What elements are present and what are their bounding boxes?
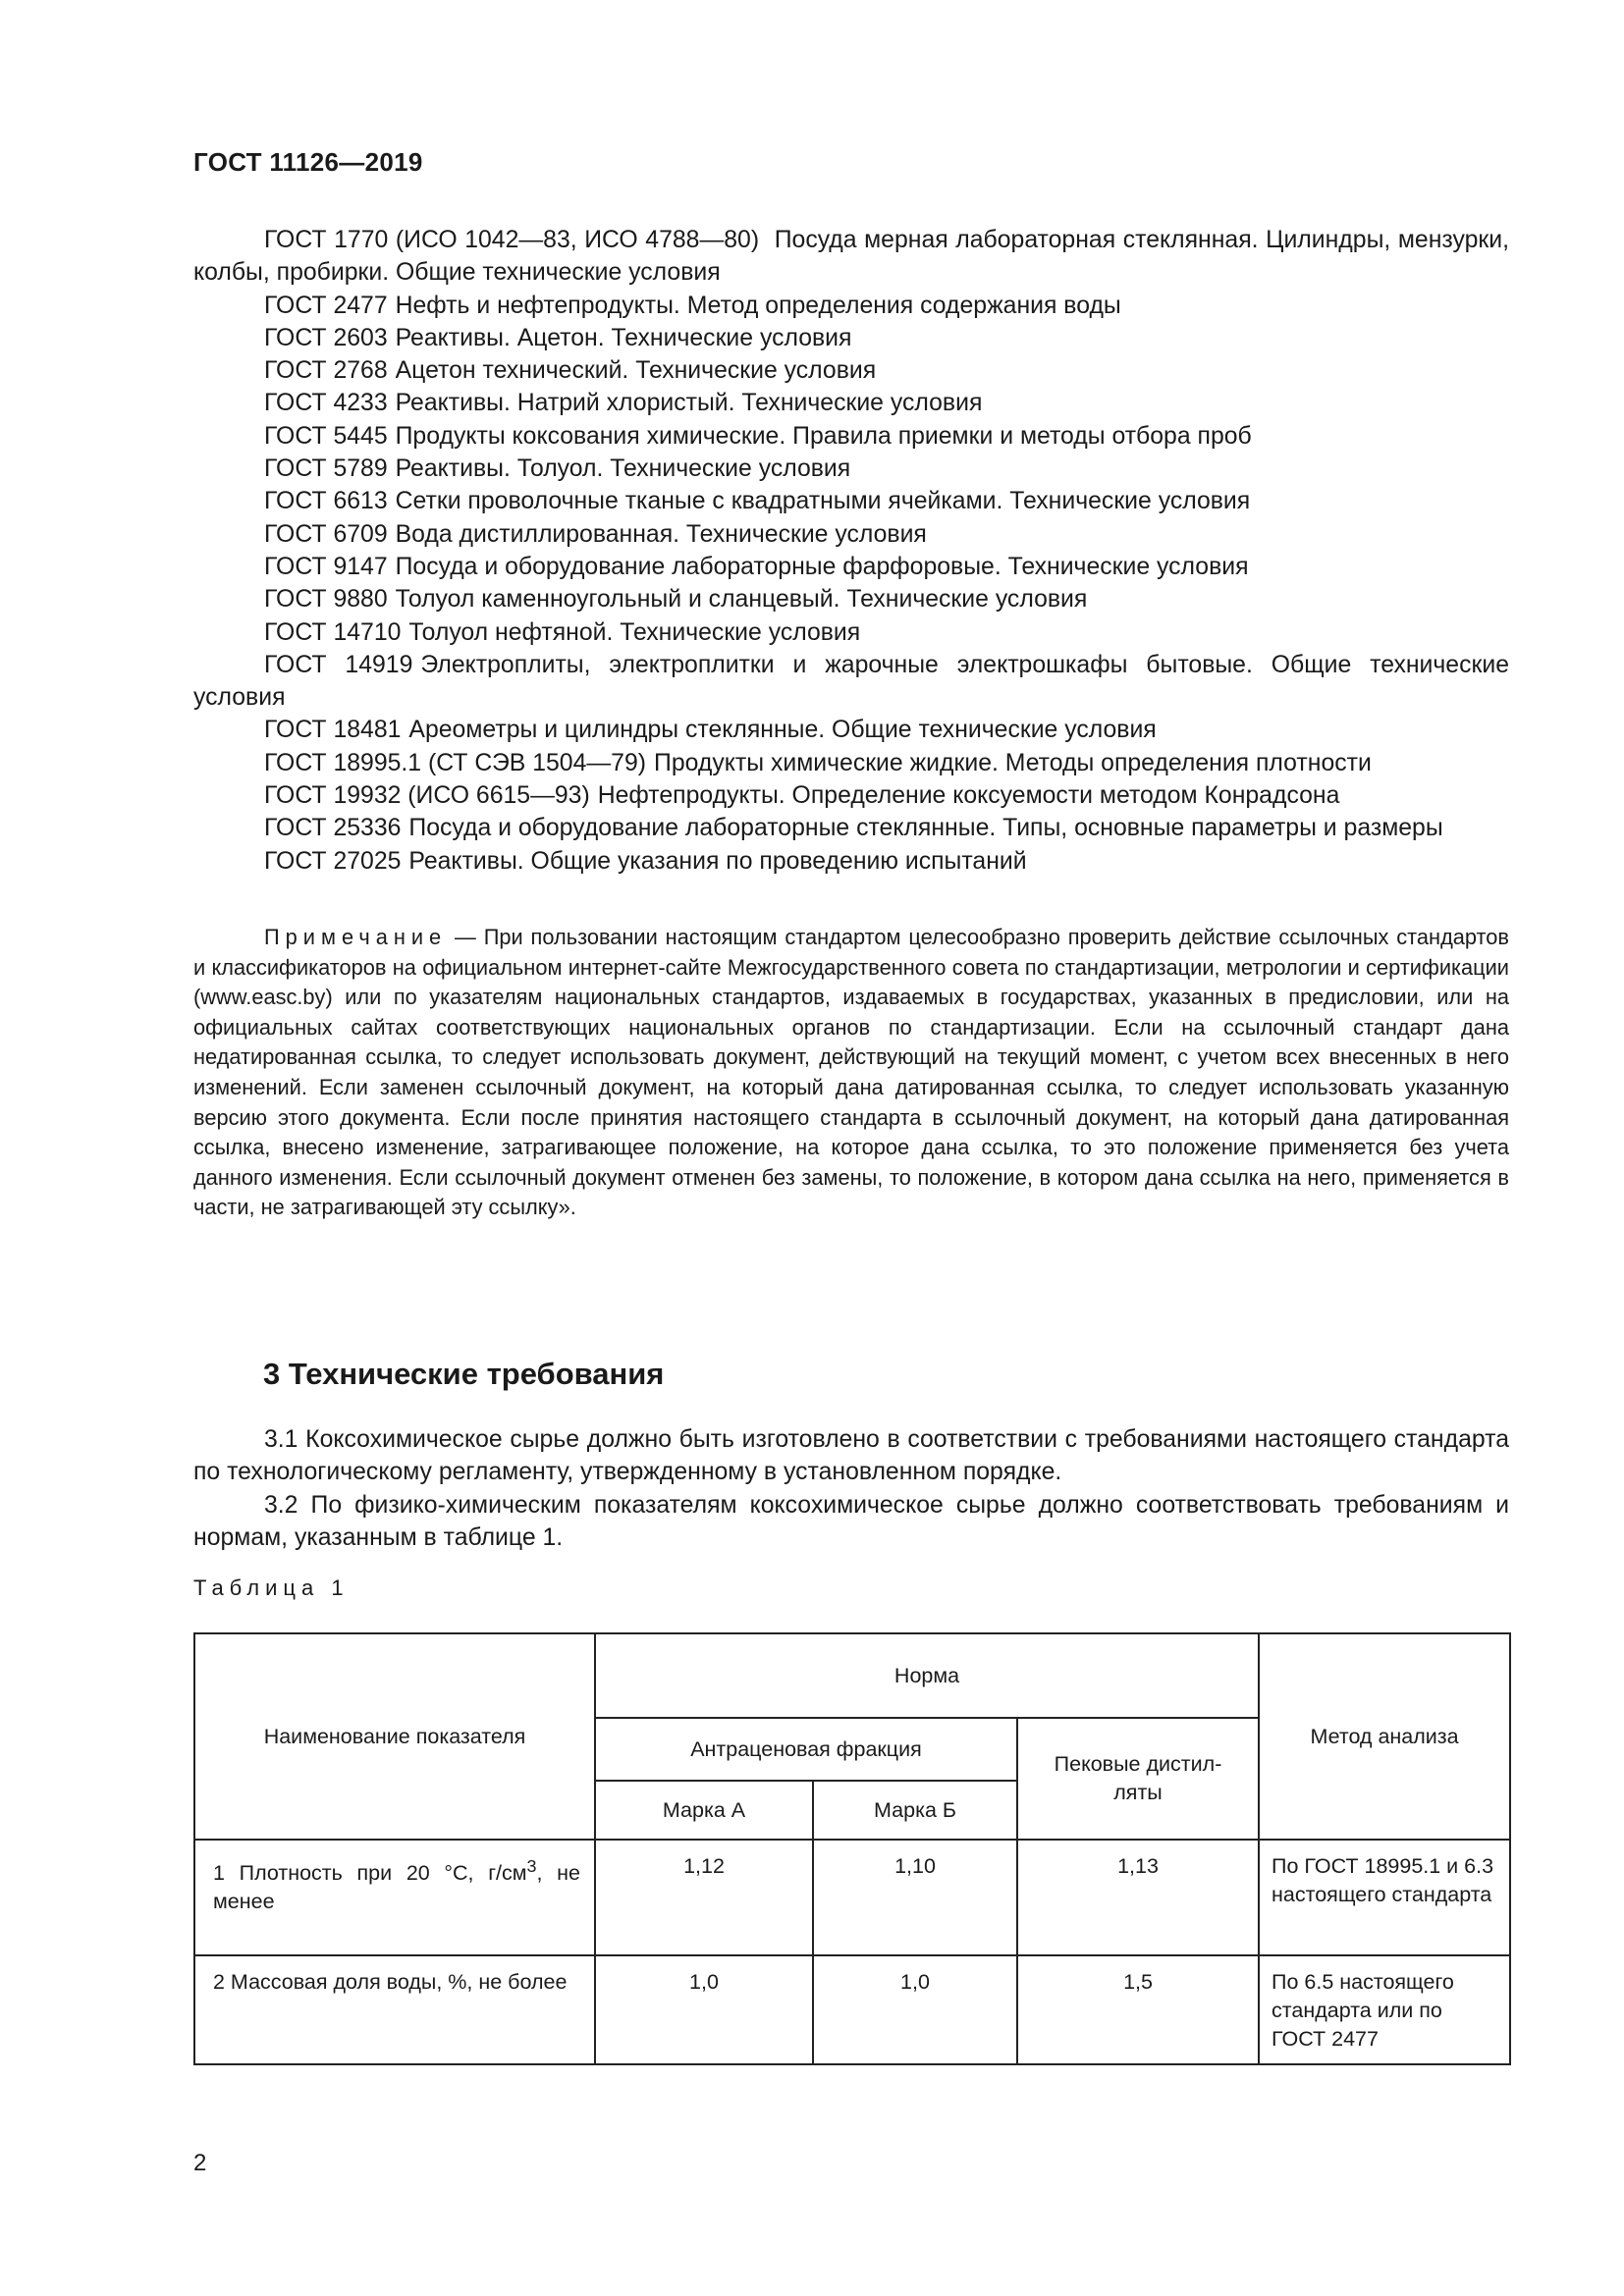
reference-title: Посуда мерная лабораторная стеклянная. Цилиндры, мензурки, колбы, пробирки. Общие технические условия xyxy=(193,227,1509,287)
reference-item xyxy=(193,485,1509,517)
reference-code: ГОСТ 18995.1 (СТ СЭВ 1504—79) xyxy=(264,749,647,776)
reference-title: Толуол каменноугольный и сланцевый. Технические условия xyxy=(395,586,1088,614)
reference-code: ГОСТ 5445 xyxy=(264,422,388,450)
reference-item xyxy=(193,420,1509,453)
reference-item xyxy=(193,779,1509,812)
indicator-text-suffix: , не менее xyxy=(213,1861,581,1914)
note-label: Примечание xyxy=(264,925,448,949)
paragraph-3-1: 3.1 Коксохимическое сырье должно быть изготовлено в соответствии с требованиями настоящего стандарта по технологическому регламенту, утвержденному в установленном порядке. xyxy=(193,1426,1509,1486)
reference-code: ГОСТ 2603 xyxy=(264,324,388,351)
reference-title: Электроплиты, электроплитки и жарочные электрошкафы бытовые. Общие технические условия xyxy=(193,651,1509,712)
reference-title: Реактивы. Толуол. Технические условия xyxy=(395,455,851,483)
document-header: ГОСТ 11126—2019 xyxy=(193,147,423,177)
reference-title: Посуда и оборудование лабораторные фарфоровые. Технические условия xyxy=(395,553,1249,580)
reference-item xyxy=(193,747,1509,779)
row-indicator-name: 2 Массовая доля воды, %, не более xyxy=(194,1955,595,2064)
reference-item xyxy=(193,354,1509,387)
reference-title: Реактивы. Ацетон. Технические условия xyxy=(395,324,852,351)
reference-item xyxy=(193,453,1509,485)
reference-code: ГОСТ 18481 xyxy=(264,717,402,744)
header-norm: Норма xyxy=(595,1633,1259,1718)
table-caption: Таблица 1 xyxy=(193,1575,350,1600)
reference-item xyxy=(193,714,1509,746)
section-body xyxy=(193,1423,1509,1554)
reference-code: ГОСТ 4233 xyxy=(264,390,388,417)
row-indicator-name xyxy=(194,1840,595,1955)
table-row xyxy=(194,1955,1510,2064)
requirements-table xyxy=(193,1632,1511,2065)
value-grade-a: 1,12 xyxy=(595,1840,813,1955)
unit-superscript: 3 xyxy=(526,1856,537,1876)
reference-title: Сетки проволочные тканые с квадратными ячейками. Технические условия xyxy=(395,488,1251,515)
table-row xyxy=(194,1840,1510,1955)
method-of-analysis: По ГОСТ 18995.1 и 6.3 настоящего стандарта xyxy=(1259,1840,1510,1955)
reference-code: ГОСТ 2768 xyxy=(264,357,388,385)
method-of-analysis: По 6.5 настоящего стандарта или по ГОСТ 2477 xyxy=(1259,1955,1510,2064)
reference-title: Нефтепродукты. Определение коксуемости методом Конрадсона xyxy=(597,782,1340,810)
reference-item xyxy=(193,224,1509,290)
section-heading: 3 Технические требования xyxy=(263,1357,665,1391)
table-header-row xyxy=(194,1633,1510,1718)
normative-references-list xyxy=(193,224,1509,878)
reference-code: ГОСТ 2477 xyxy=(264,292,388,319)
reference-title: Продукты коксования химические. Правила приемки и методы отбора проб xyxy=(395,422,1252,450)
reference-code: ГОСТ 19932 (ИСО 6615—93) xyxy=(264,782,590,810)
reference-code: ГОСТ 9147 xyxy=(264,553,388,580)
references-note xyxy=(193,923,1509,1223)
value-grade-a: 1,0 xyxy=(595,1955,813,2064)
reference-title: Ареометры и цилиндры стеклянные. Общие технические условия xyxy=(408,717,1157,744)
reference-code: ГОСТ 14919 xyxy=(264,651,413,678)
reference-item xyxy=(193,845,1509,878)
reference-item xyxy=(193,812,1509,844)
reference-title: Толуол нефтяной. Технические условия xyxy=(408,618,861,646)
value-grade-b: 1,0 xyxy=(813,1955,1017,2064)
value-grade-b: 1,10 xyxy=(813,1840,1017,1955)
reference-title: Нефть и нефтепродукты. Метод определения содержания воды xyxy=(395,292,1121,319)
reference-item xyxy=(193,387,1509,419)
paragraph-3-2: 3.2 По физико-химическим показателям коксохимическое сырье должно соответствовать требованиям и нормам, указанным в таблице 1. xyxy=(193,1491,1509,1551)
header-anthracene-fraction: Антраценовая фракция xyxy=(595,1718,1017,1781)
reference-code: ГОСТ 6613 xyxy=(264,488,388,515)
reference-title: Ацетон технический. Технические условия xyxy=(395,357,877,385)
indicator-text: 1 Плотность при 20 °С, г/см xyxy=(213,1861,527,1886)
note-text: — При пользовании настоящим стандартом целесообразно проверить действие ссылочных стандартов и классификаторов на официальном интернет-сайте Межгосударственного совета по стандартизации, метрологии и сертификации (www.easc.by) или по указателям национальных стандартов, издаваемых в государствах, указанных в предисловии, или на официальных сайтах соответствующих национальных органов по стандартизации. Если на ссылочный стандарт дана недатированная ссылка, то следует использовать документ, действующий на текущий момент, с учетом всех внесенных в него изменений. Если заменен ссылочный документ, на который дана датированная ссылка, то следует использовать указанную версию этого документа. Если после принятия настоящего стандарта в ссылочный документ, на который дана датированная ссылка, внесено изменение, затрагивающее положение, на которое дана ссылка, то это положение применяется без учета данного изменения. Если ссылочный документ отменен без замены, то положение, в котором дана ссылка на него, применяется в части, не затрагивающей эту ссылку». xyxy=(193,925,1509,1220)
reference-item xyxy=(193,616,1509,649)
reference-title: Посуда и оборудование лабораторные стеклянные. Типы, основные параметры и размеры xyxy=(408,815,1443,842)
reference-title: Вода дистиллированная. Технические условия xyxy=(395,520,927,548)
reference-item xyxy=(193,290,1509,322)
reference-code: ГОСТ 1770 (ИСО 1042—83, ИСО 4788—80) xyxy=(264,227,760,253)
reference-title: Реактивы. Общие указания по проведению испытаний xyxy=(408,847,1027,875)
value-pitch-distillates: 1,5 xyxy=(1017,1955,1259,2064)
reference-code: ГОСТ 5789 xyxy=(264,455,388,483)
header-pitch-distillates: Пековые дистилляты xyxy=(1017,1718,1259,1840)
reference-code: ГОСТ 27025 xyxy=(264,847,402,875)
reference-title: Реактивы. Натрий хлористый. Технические условия xyxy=(395,390,983,417)
header-method: Метод анализа xyxy=(1259,1633,1510,1840)
reference-item xyxy=(193,518,1509,551)
reference-item xyxy=(193,551,1509,583)
reference-code: ГОСТ 14710 xyxy=(264,618,402,646)
header-grade-a: Марка А xyxy=(595,1781,813,1840)
page-number: 2 xyxy=(193,2150,207,2176)
header-grade-b: Марка Б xyxy=(813,1781,1017,1840)
reference-title: Продукты химические жидкие. Методы определения плотности xyxy=(654,749,1372,776)
header-indicator-name: Наименование показателя xyxy=(194,1633,595,1840)
reference-item xyxy=(193,322,1509,354)
reference-code: ГОСТ 25336 xyxy=(264,815,402,842)
value-pitch-distillates: 1,13 xyxy=(1017,1840,1259,1955)
reference-item xyxy=(193,649,1509,715)
reference-code: ГОСТ 6709 xyxy=(264,520,388,548)
reference-code: ГОСТ 9880 xyxy=(264,586,388,614)
reference-item xyxy=(193,583,1509,615)
